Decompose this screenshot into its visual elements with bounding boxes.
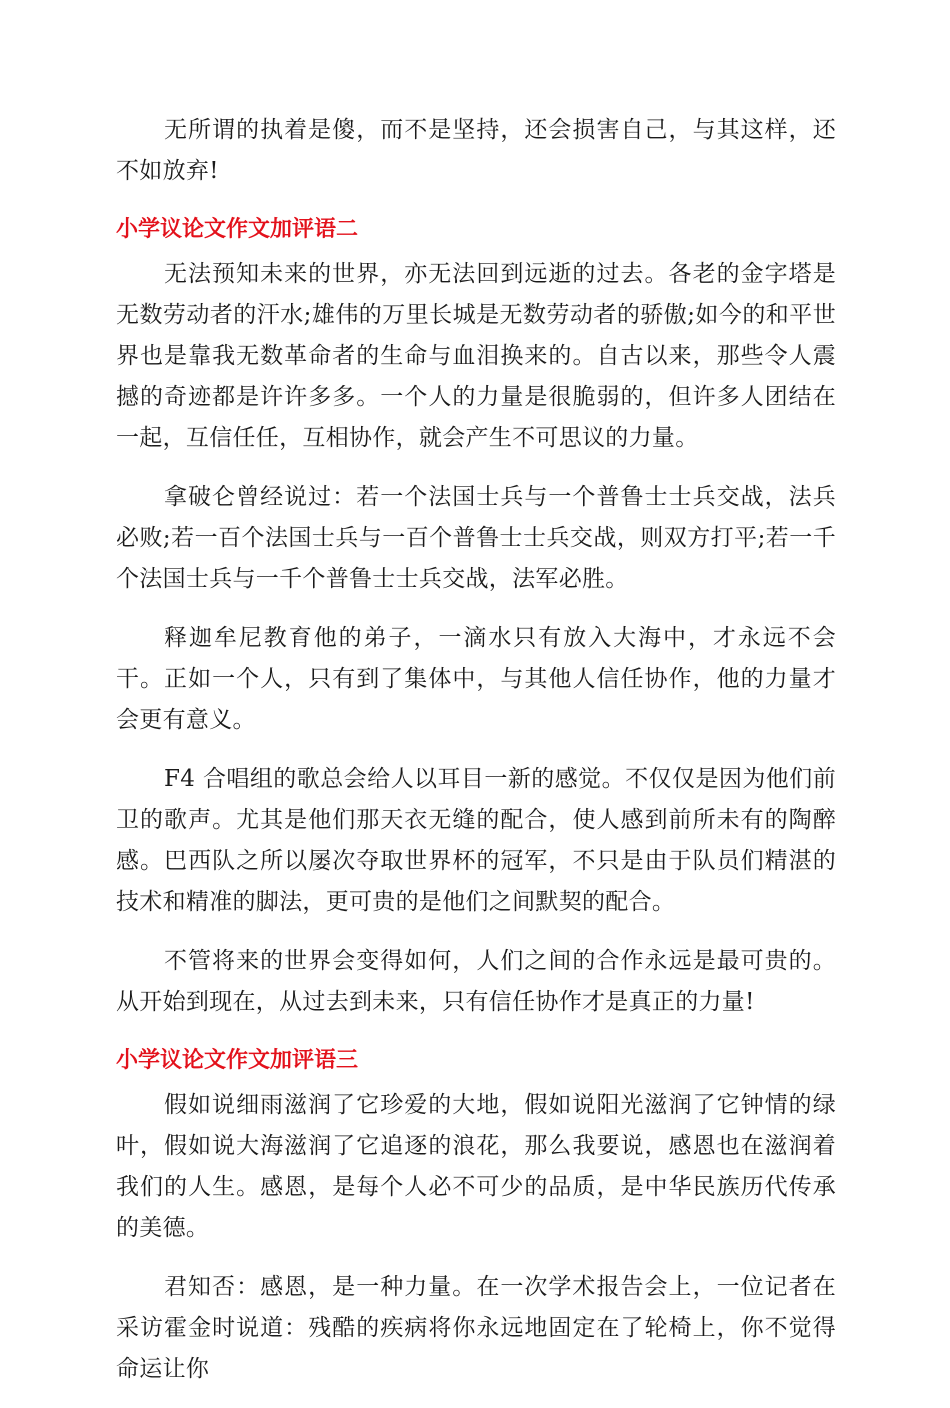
section-heading-2: 小学议论文作文加评语二	[116, 217, 359, 242]
paragraph: 拿破仑曾经说过：若一个法国士兵与一个普鲁士士兵交战，法兵必败;若一百个法国士兵与一百个普鲁士士兵交战，则双方打平;若一千个法国士兵与一千个普鲁士士兵交战，法军必胜。	[116, 484, 836, 592]
paragraph: 不管将来的世界会变得如何，人们之间的合作永远是最可贵的。从开始到现在，从过去到未来，只有信任协作才是真正的力量!	[116, 948, 836, 1015]
section-heading-3: 小学议论文作文加评语三	[116, 1048, 359, 1073]
paragraph: 假如说细雨滋润了它珍爱的大地，假如说阳光滋润了它钟情的绿叶，假如说大海滋润了它追逐的浪花，那么我要说，感恩也在滋润着我们的人生。感恩，是每个人必不可少的品质，是中华民族历代传承的美德。	[116, 1092, 836, 1241]
paragraph: 君知否：感恩，是一种力量。在一次学术报告会上，一位记者在采访霍金时说道：残酷的疾病将你永远地固定在了轮椅上，你不觉得命运让你	[116, 1274, 836, 1382]
paragraph: F4 合唱组的歌总会给人以耳目一新的感觉。不仅仅是因为他们前卫的歌声。尤其是他们那天衣无缝的配合，使人感到前所未有的陶醉感。巴西队之所以屡次夺取世界杯的冠军，不只是由于队员们精湛的技术和精准的脚法，更可贵的是他们之间默契的配合。	[116, 766, 836, 915]
paragraph: 无法预知未来的世界，亦无法回到远逝的过去。各老的金字塔是无数劳动者的汗水;雄伟的万里长城是无数劳动者的骄傲;如今的和平世界也是靠我无数革命者的生命与血泪换来的。自古以来，那些令人震撼的奇迹都是许许多多。一个人的力量是很脆弱的，但许多人团结在一起，互信任任，互相协作，就会产生不可思议的力量。	[116, 261, 836, 451]
paragraph: 无所谓的执着是傻，而不是坚持，还会损害自己，与其这样，还不如放弃!	[116, 117, 836, 184]
paragraph: 释迦牟尼教育他的弟子，一滴水只有放入大海中，才永远不会干。正如一个人，只有到了集体中，与其他人信任协作，他的力量才会更有意义。	[116, 625, 836, 733]
document-body	[116, 110, 836, 1408]
